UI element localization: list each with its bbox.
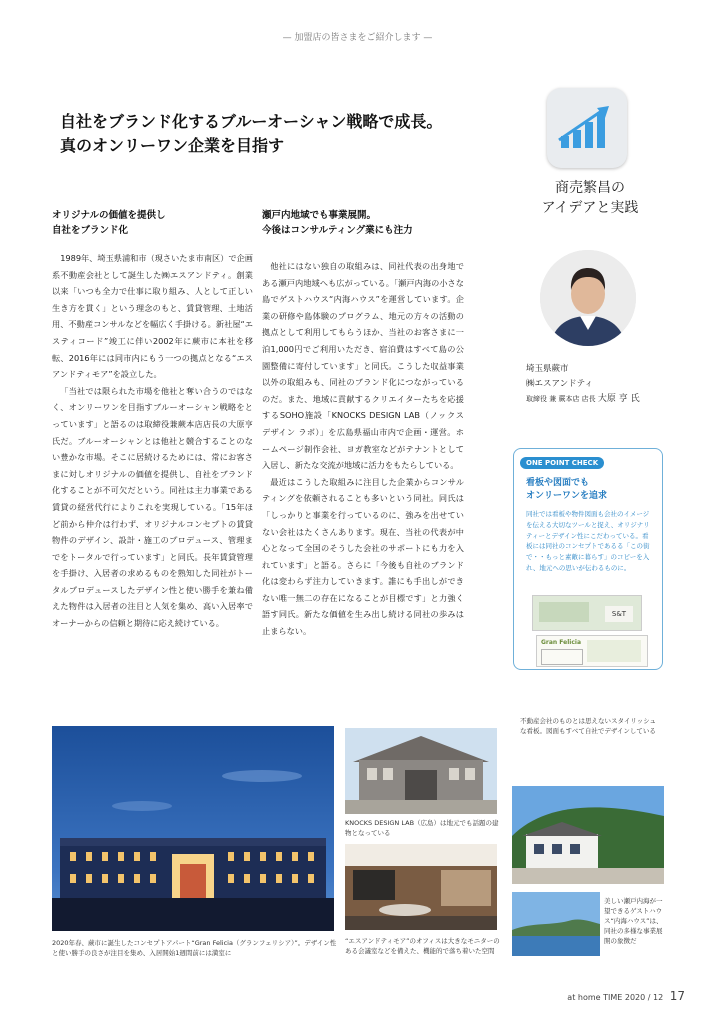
col1-paragraph-2: 「当社では限られた市場を他社と奪い合うのではなく、オンリーワンを目指すブルーオーシャン戦略をとっています」と語るのは取締役兼蕨本店店長の大原亨氏だ。ブルーオーシャンとは他社と競合することのない豊かな市場。そこに居続けるためには、常にお客さまに対しオリジナルの価値を提供し、自社をブランド化することが不可欠だという。同社は主力事業である賃貸の経営代行によりこれを実現している。「15年ほど前から仲介は行わず、オリジナルコンセプトの賃貸物件のデザイン、設計・施工のプロデュース、管理までをトータルで行っています」と同氏。長年賃貸管理を手掛け、入居者の求めるものを熟知した同社がトータルプロデュースしたデザイン性と使い勝手を兼ね備えた物件は入居者の注目と人気を集め、高い入居率でオーナーからの信頼と期待に応え続けている。: [52, 385, 253, 629]
col2-body: [262, 258, 464, 640]
col2-paragraph-1: 他社にはない独自の取組みは、同社代表の出身地である瀬戸内地域へも広がっている。「瀬戸内海の小さな島でゲストハウス“内海ハウス”を運営しています。企業の研修や島体験のプログラム、地元の方々の活動の拠点として利用してもらうほか、当社のお客さまに一泊1,000円でご利用いただき、宿泊費はすべて島の公園整備に寄付しています」と同氏。こうした収益事業以外の取組みも、同社のブランド化につながっているのだ。また、地域に貢献するクリエイターたちを応援するSOHO施設「KNOCKS DESIGN LAB（ノックス デザイン ラボ）」を広島県福山市内で企画・運営。ホームページ制作会社、ヨガ教室などがテナントとして入居し、新たな交流が地域に活力をもたらしている。: [262, 261, 464, 471]
office-photo: [345, 844, 497, 930]
section-header: — 加盟店の皆さまをご紹介します —: [282, 33, 433, 43]
one-point-check-text: 同社では看板や物件図面も会社のイメージを伝える大切なツールと捉え、オリジナリティーとデザイン性にこだわっている。看板には同社のコンセプトであるる「この街で・・もっと素敵に暮らす」のコピーを入れ、地元への思いが伝わるものに。: [526, 510, 650, 572]
headline-line-1: 自社をブランド化するブルーオーシャン戦略で成長。: [60, 112, 443, 131]
profile-location: 埼玉県蕨市: [526, 364, 569, 374]
column-series-title: 商売繁昌の アイデアと実践: [541, 180, 639, 216]
one-point-check-box: [513, 448, 663, 670]
profile-title: 取締役 兼 蕨本店 店長: [526, 395, 596, 403]
col1-body: [52, 250, 253, 632]
magazine-issue: at home TIME 2020 / 12: [567, 993, 664, 1002]
signboard-text: S&T: [605, 606, 633, 622]
headline-line-2: 真のオンリーワン企業を目指す: [60, 136, 285, 155]
knocks-caption: KNOCKS DESIGN LAB（広島）は地元でも話題の建物となっている: [345, 819, 499, 837]
col2-subheading: 瀬戸内地域でも事業展開。 今後はコンサルティング業にも注力: [262, 210, 413, 236]
portrait-photo: [540, 250, 636, 346]
signboard-photo: [532, 595, 642, 631]
gran-felicia-photo: [52, 726, 334, 931]
floor-plan-sheet: [536, 635, 648, 667]
page-number: 17: [669, 989, 685, 1003]
knocks-design-lab-photo: [345, 728, 497, 814]
col1-subheading: オリジナルの価値を提供し 自社をブランド化: [52, 210, 166, 236]
uchiumi-house-photo: [512, 786, 664, 884]
one-point-caption: 不動産会社のものとは思えないスタイリッシュな看板。図面もすべて自社でデザインしている: [520, 717, 656, 735]
island-caption: 美しい瀬戸内海が一望できるゲストハウス“内海ハウス”は、同社の多様な事業展開の象徴だ: [604, 897, 663, 945]
one-point-check-title: 看板や図面でも オンリーワンを追求: [526, 478, 608, 501]
setonaikai-photo: [512, 892, 600, 956]
col1-paragraph-1: 1989年、埼玉県浦和市（現さいたま市南区）で企画系不動産会社として誕生した㈱エスアンドティ。創業以来「いつも全力で仕事に取り組み、人として正しい生き方を貫く」という理念のもと、賃貸管理、土地活用、不動産コンサルなどを幅広く手掛ける。新社屋“エスティコード”竣工に伴い2002年に蕨市に本社を移転、2016年には同市内にもう一つの拠点となる“エスアンドティモア”を設立した。: [52, 253, 253, 380]
article-headline: [60, 110, 530, 158]
rising-bar-chart-icon: [547, 88, 627, 168]
one-point-check-label: ONE POINT CHECK: [520, 457, 604, 469]
gran-felicia-caption: 2020年春、蕨市に誕生したコンセプトアパート“Gran Felicia（グランフェリシア）”。デザイン性と使い勝手の良さが注目を集め、入居開始1週間前には満室に: [52, 939, 337, 957]
floor-plan-title: Gran Felicia: [541, 639, 581, 646]
profile-name: 大原 亨 氏: [597, 394, 640, 404]
office-caption: “エスアンドティモア”のオフィスは大きなモニターのある会議室などを備えた、機能的で落ち着いた空間: [345, 937, 500, 955]
profile-company: ㈱エスアンドティ: [526, 379, 593, 389]
page-footer: [567, 989, 685, 1003]
profile-info: [526, 362, 686, 407]
col2-paragraph-2: 最近はこうした取組みに注目した企業からコンサルティングを依頼されることも多いという同社。同氏は「しっかりと事業を行っているのに、強みを出せていない会社はたくさんあります。現在、当社の代表が中心となって全国のそうした会社のサポートにも力を入れています」と語る。さらに「今後も自社のブランド化は変わらず注力していきます。誰にも手出しができない唯一無二の存在になることが目標です」と力強く語す同氏。新たな価値を生み出し続ける同社の歩みは止まらない。: [262, 476, 464, 637]
